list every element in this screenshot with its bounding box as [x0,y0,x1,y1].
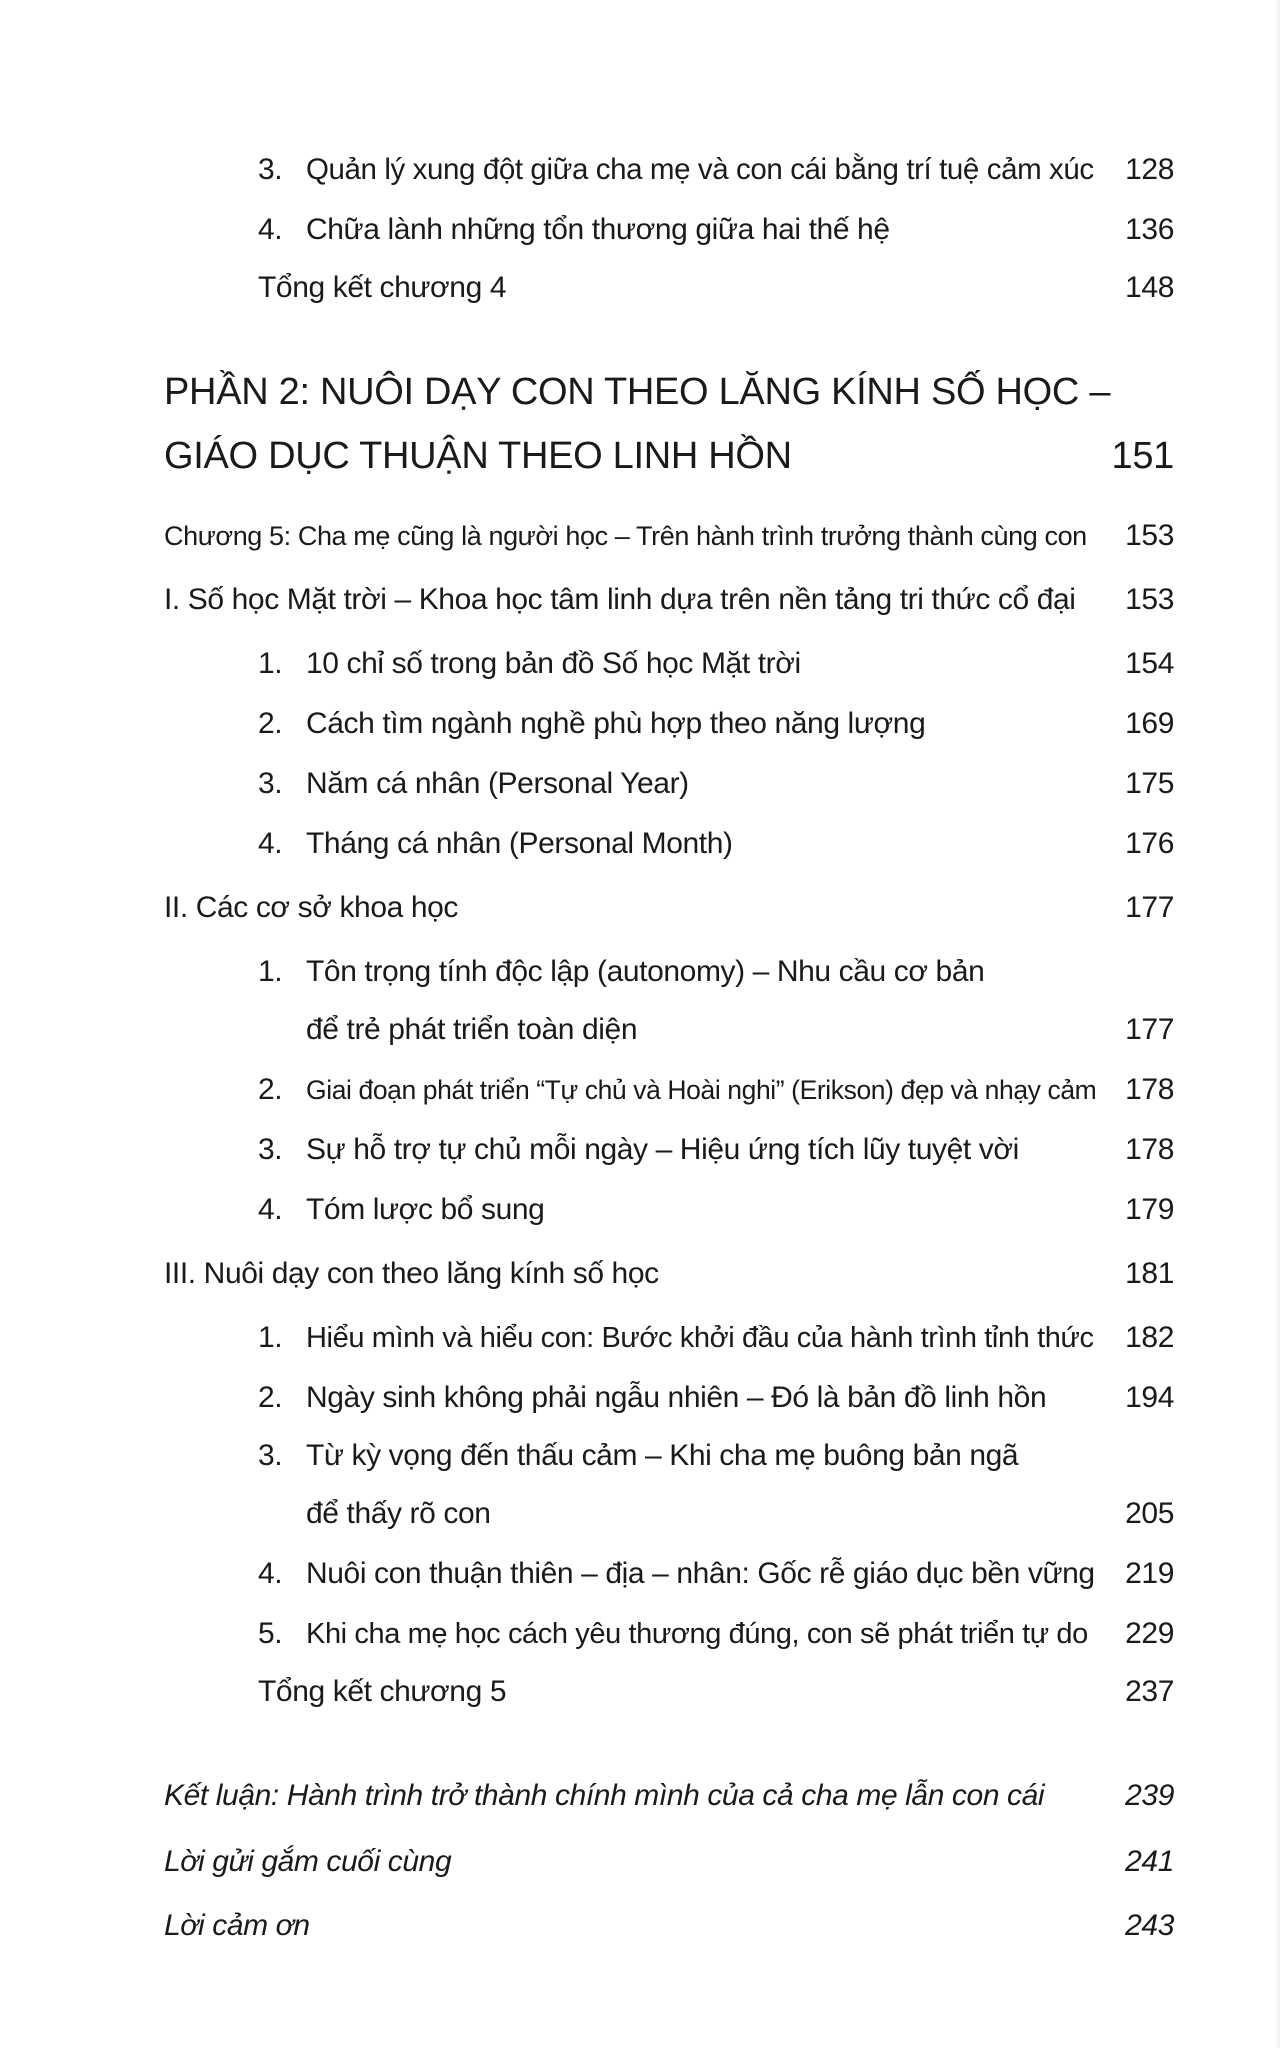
back-matter-entry[interactable] [0,1906,1280,1946]
toc-entry[interactable] [0,824,1280,864]
chapter-heading[interactable] [0,516,1280,556]
section-heading[interactable] [0,1254,1280,1294]
entry-title: Năm cá nhân (Personal Year) [306,767,689,800]
entry-title: Kết luận: Hành trình trở thành chính mình của cả cha mẹ lẫn con cái [164,1779,1045,1812]
back-matter-entry[interactable] [0,1776,1280,1816]
entry-title: Nuôi con thuận thiên – địa – nhân: Gốc rễ giáo dục bền vững [306,1557,1095,1590]
entry-page: 243 [1125,1909,1174,1942]
part-heading[interactable] [0,366,1280,418]
entry-number: 2. [258,1381,283,1414]
toc-entry[interactable] [0,644,1280,684]
section-title: I. Số học Mặt trời – Khoa học tâm linh dựa trên nền tảng tri thức cổ đại [164,583,1076,616]
section-heading[interactable] [0,580,1280,620]
entry-page: 178 [1125,1133,1174,1166]
toc-entry[interactable] [0,1614,1280,1654]
entry-title: Lời cảm ơn [164,1909,310,1942]
entry-title: Giai đoạn phát triển “Tự chủ và Hoài nghi” (Erikson) đẹp và nhạy cảm [306,1075,1097,1105]
entry-number: 3. [258,153,283,186]
entry-title-line1: Từ kỳ vọng đến thấu cảm – Khi cha mẹ buông bản ngã [306,1439,1019,1472]
entry-title: Cách tìm ngành nghề phù hợp theo năng lượng [306,707,926,740]
chapter-title: Chương 5: Cha mẹ cũng là người học – Trên hành trình trưởng thành cùng con [164,521,1087,551]
section-page: 177 [1125,891,1174,924]
entry-number: 4. [258,1557,283,1590]
entry-number: 4. [258,827,283,860]
entry-page: 176 [1125,827,1174,860]
toc-entry[interactable] [0,150,1280,190]
entry-page: 177 [1125,1013,1174,1046]
chapter-page: 153 [1125,519,1174,552]
entry-page: 205 [1125,1497,1174,1530]
toc-entry[interactable] [0,1130,1280,1170]
entry-page: 178 [1125,1073,1174,1106]
part-heading[interactable] [0,430,1280,482]
entry-title-line1: Tôn trọng tính độc lập (autonomy) – Nhu cầu cơ bản [306,955,985,988]
entry-title: Tổng kết chương 4 [258,271,507,304]
entry-number: 5. [258,1617,283,1650]
entry-title: Khi cha mẹ học cách yêu thương đúng, con sẽ phát triển tự do [306,1618,1088,1650]
entry-title: Quản lý xung đột giữa cha mẹ và con cái bằng trí tuệ cảm xúc [306,153,1094,186]
toc-entry[interactable] [0,1554,1280,1594]
entry-page: 169 [1125,707,1174,740]
toc-entry[interactable] [0,1070,1280,1110]
entry-page: 194 [1125,1381,1174,1414]
back-matter-entry[interactable] [0,1842,1280,1882]
entry-title: Hiểu mình và hiểu con: Bước khởi đầu của hành trình tỉnh thức [306,1322,1094,1354]
entry-page: 136 [1125,213,1174,246]
entry-page: 229 [1125,1617,1174,1650]
entry-title: Lời gửi gắm cuối cùng [164,1845,452,1878]
toc-entry[interactable] [0,1318,1280,1358]
entry-title-line2: để thấy rõ con [306,1497,491,1530]
entry-title: Ngày sinh không phải ngẫu nhiên – Đó là bản đồ linh hồn [306,1381,1047,1414]
toc-entry-continued[interactable] [0,1494,1280,1534]
entry-title-line2: để trẻ phát triển toàn diện [306,1013,638,1046]
toc-entry-continued[interactable] [0,1010,1280,1050]
toc-entry[interactable] [0,1436,1280,1476]
entry-page: 179 [1125,1193,1174,1226]
toc-entry-summary[interactable] [0,268,1280,308]
section-title: III. Nuôi dạy con theo lăng kính số học [164,1257,659,1290]
entry-page: 219 [1125,1557,1174,1590]
entry-title: Chữa lành những tổn thương giữa hai thế hệ [306,213,890,246]
part-title-line2: GIÁO DỤC THUẬN THEO LINH HỒN [164,435,792,477]
toc-entry[interactable] [0,764,1280,804]
toc-entry[interactable] [0,1190,1280,1230]
entry-number: 3. [258,1133,283,1166]
entry-title: Sự hỗ trợ tự chủ mỗi ngày – Hiệu ứng tích lũy tuyệt vời [306,1133,1019,1166]
toc-entry[interactable] [0,704,1280,744]
toc-entry[interactable] [0,1378,1280,1418]
part-title-line1: PHẦN 2: NUÔI DẠY CON THEO LĂNG KÍNH SỐ HỌC – [164,371,1111,413]
entry-page: 154 [1125,647,1174,680]
entry-number: 4. [258,213,283,246]
entry-number: 3. [258,767,283,800]
entry-title: Tóm lược bổ sung [306,1193,545,1226]
section-page: 181 [1125,1257,1174,1290]
toc-entry-summary[interactable] [0,1672,1280,1712]
section-heading[interactable] [0,888,1280,928]
entry-title: Tổng kết chương 5 [258,1675,507,1708]
entry-page: 175 [1125,767,1174,800]
part-page: 151 [1111,435,1174,477]
entry-page: 128 [1125,153,1174,186]
entry-page: 241 [1125,1845,1174,1878]
entry-number: 1. [258,955,283,988]
entry-number: 2. [258,707,283,740]
toc-entry[interactable] [0,952,1280,992]
entry-page: 239 [1125,1779,1174,1812]
entry-title: Tháng cá nhân (Personal Month) [306,827,733,860]
entry-number: 2. [258,1073,283,1106]
entry-title: 10 chỉ số trong bản đồ Số học Mặt trời [306,647,801,680]
section-page: 153 [1125,583,1174,616]
entry-number: 1. [258,1321,283,1354]
section-title: II. Các cơ sở khoa học [164,891,458,924]
entry-number: 4. [258,1193,283,1226]
toc-entry[interactable] [0,210,1280,250]
entry-number: 3. [258,1439,283,1472]
entry-page: 237 [1125,1675,1174,1708]
entry-page: 182 [1125,1321,1174,1354]
entry-number: 1. [258,647,283,680]
entry-page: 148 [1125,271,1174,304]
